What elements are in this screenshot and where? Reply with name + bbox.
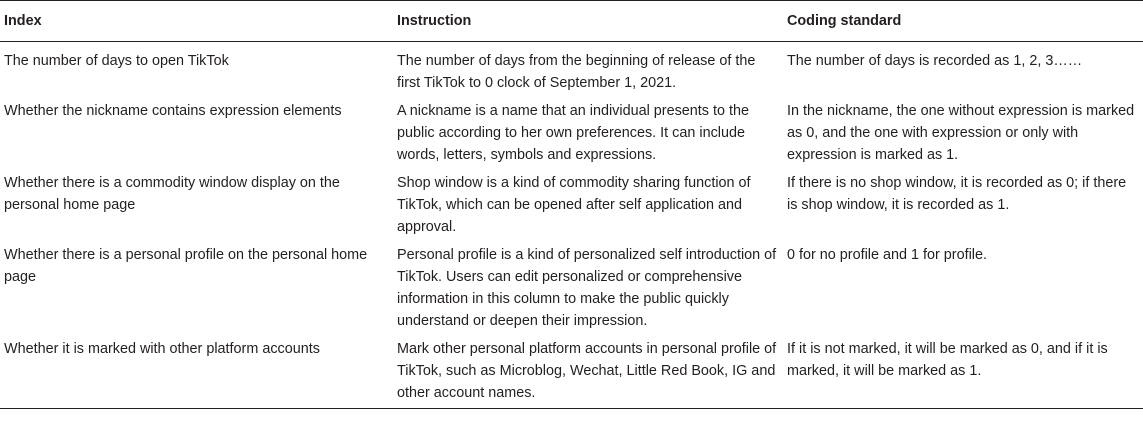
cell-coding-standard: In the nickname, the one without expression is marked as 0, and the one with expression or only with expression is marked as 1. bbox=[787, 103, 1135, 163]
header-coding-standard: Coding standard bbox=[787, 13, 902, 29]
table-header bbox=[0, 1, 1143, 42]
header-instruction: Instruction bbox=[397, 13, 472, 29]
cell-coding-standard: If it is not marked, it will be marked as 0, and if it is marked, it will be marked as 1. bbox=[787, 341, 1108, 379]
header-row bbox=[0, 1, 1143, 42]
cell-coding-standard: If there is no shop window, it is recorded as 0; if there is shop window, it is recorded as 1. bbox=[787, 175, 1127, 213]
cell-index: The number of days to open TikTok bbox=[4, 53, 229, 69]
header-index: Index bbox=[4, 13, 42, 29]
table-row bbox=[0, 95, 1143, 167]
cell-index: Whether there is a commodity window display on the personal home page bbox=[4, 175, 340, 213]
table-row bbox=[0, 333, 1143, 409]
cell-instruction: Mark other personal platform accounts in personal profile of TikTok, such as Microblog, Wechat, Little Red Book, IG and other account names. bbox=[397, 341, 777, 401]
cell-coding-standard: 0 for no profile and 1 for profile. bbox=[787, 247, 987, 263]
cell-instruction: Personal profile is a kind of personalized self introduction of TikTok. Users can edit personalized or comprehensive information in this column to make the public quickly understand or deepen their impression. bbox=[397, 247, 777, 329]
table-row bbox=[0, 239, 1143, 333]
table-row bbox=[0, 42, 1143, 96]
cell-index: Whether there is a personal profile on the personal home page bbox=[4, 247, 368, 285]
table-row bbox=[0, 167, 1143, 239]
cell-index: Whether it is marked with other platform accounts bbox=[4, 341, 320, 357]
cell-coding-standard: The number of days is recorded as 1, 2, 3…… bbox=[787, 53, 1083, 69]
cell-instruction: A nickname is a name that an individual presents to the public according to her own preferences. It can include words, letters, symbols and expressions. bbox=[397, 103, 749, 163]
table-body bbox=[0, 42, 1143, 409]
cell-instruction: The number of days from the beginning of release of the first TikTok to 0 clock of September 1, 2021. bbox=[397, 53, 756, 91]
cell-index: Whether the nickname contains expression elements bbox=[4, 103, 342, 119]
cell-instruction: Shop window is a kind of commodity sharing function of TikTok, which can be opened after self application and approval. bbox=[397, 175, 751, 235]
